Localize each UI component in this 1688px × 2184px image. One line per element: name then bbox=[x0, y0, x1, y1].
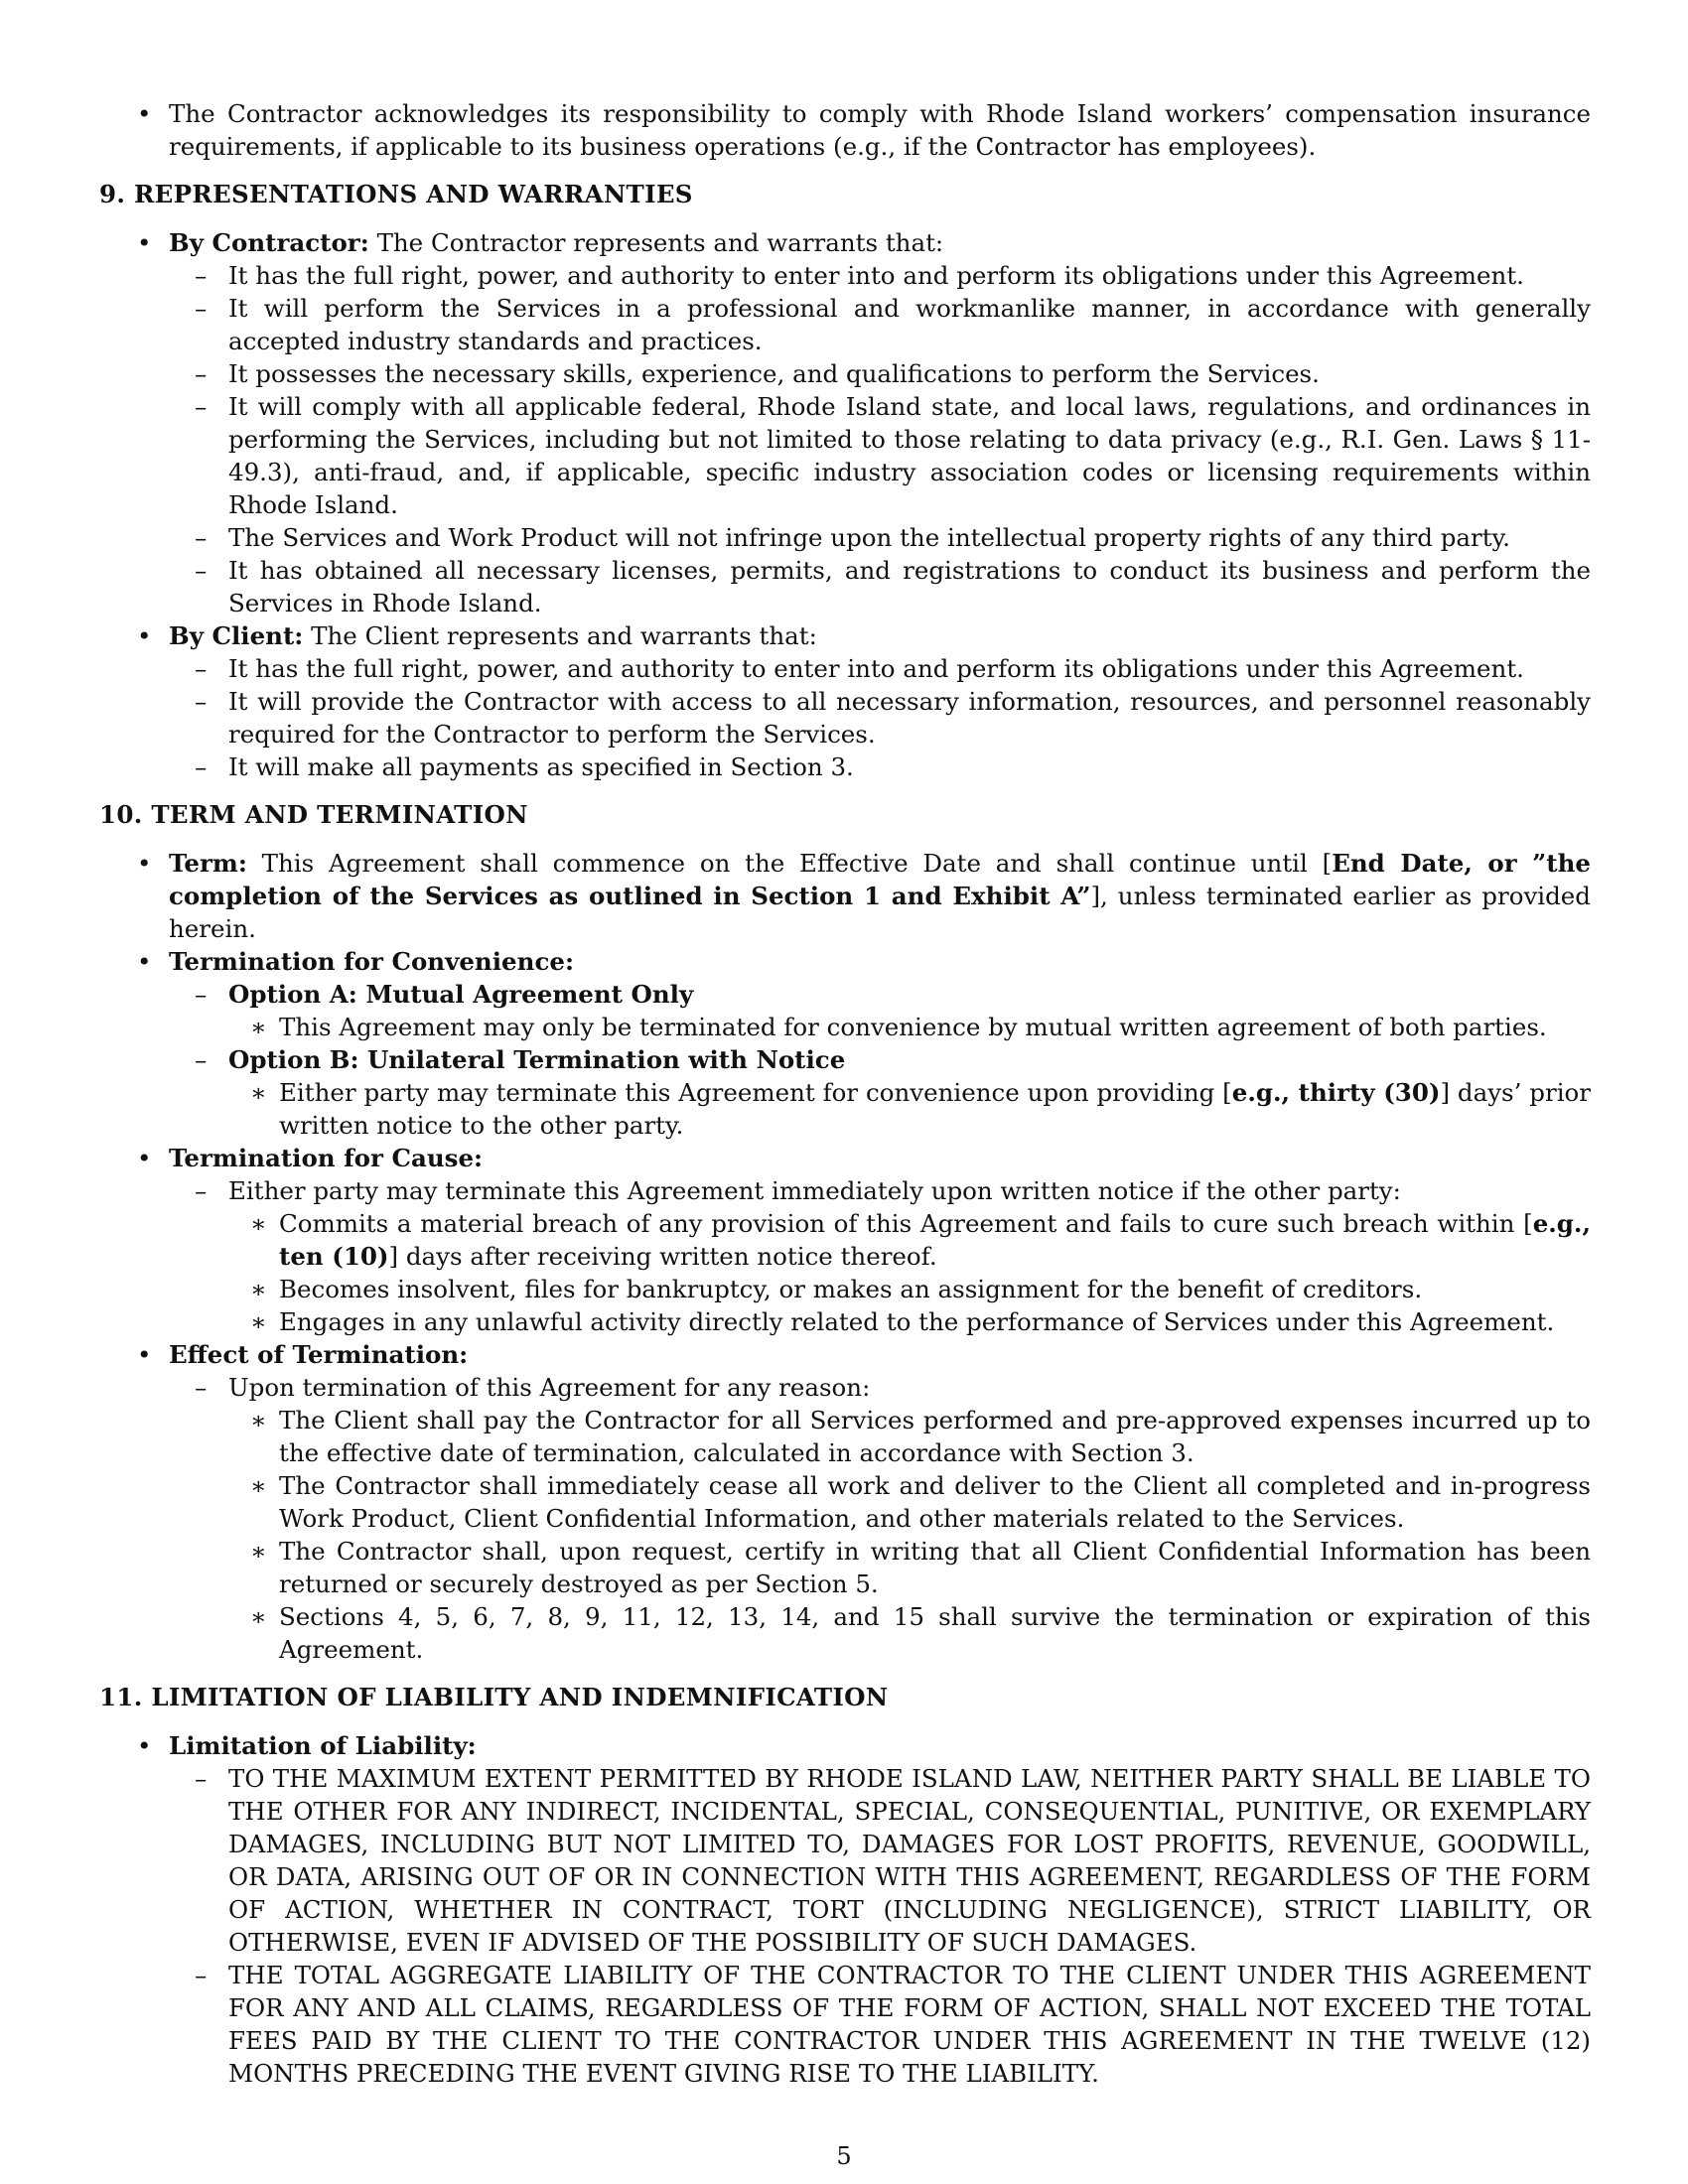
sub-sub-item-text: ] days after receiving written notice thereof. bbox=[388, 1242, 937, 1271]
sub-item-text: Upon termination of this Agreement for any reason: bbox=[228, 1373, 871, 1402]
sub-sub-item-text: Sections 4, 5, 6, 7, 8, 9, 11, 12, 13, 14, and 15 shall survive the termination or expiration of this Agreement. bbox=[279, 1602, 1591, 1664]
sub-list-item bbox=[99, 652, 1591, 685]
list-item bbox=[99, 97, 1591, 163]
sub-list-item bbox=[99, 292, 1591, 357]
star-marker: ∗ bbox=[250, 1078, 267, 1107]
item-text: The Contractor represents and warrants that: bbox=[376, 228, 944, 257]
sub-list-item bbox=[99, 357, 1591, 390]
sub-item-text: It possesses the necessary skills, experience, and qualifications to perform the Services. bbox=[228, 359, 1320, 388]
bullet-marker: • bbox=[137, 228, 152, 257]
dash-marker: – bbox=[195, 556, 208, 585]
sub-item-text: It will comply with all applicable federal, Rhode Island state, and local laws, regulations, and ordinances in performing the Services, including but not limited to those relating to data privacy (e.g., R.I. Gen. Laws § 11-49.3), anti-fraud, and, if applicable, specific industry association codes or licensing requirements within Rhode Island. bbox=[228, 392, 1591, 519]
sub-list-item bbox=[99, 751, 1591, 783]
section-heading-9: 9. REPRESENTATIONS AND WARRANTIES bbox=[99, 180, 693, 208]
sub-item-text: It has the full right, power, and authority to enter into and perform its obligations under this Agreement. bbox=[228, 261, 1524, 290]
dash-marker: – bbox=[195, 980, 208, 1009]
sub-sub-list-item bbox=[99, 1207, 1591, 1273]
item-text: The Client represents and warrants that: bbox=[311, 621, 817, 650]
dash-marker: – bbox=[195, 523, 208, 552]
star-marker: ∗ bbox=[250, 1013, 267, 1041]
sub-item-text: Either party may terminate this Agreement immediately upon written notice if the other party: bbox=[228, 1176, 1401, 1205]
list-item-limitation-of-liability bbox=[99, 1729, 1591, 1762]
sub-list-item bbox=[99, 1959, 1591, 2090]
list-item-termination-cause bbox=[99, 1142, 1591, 1174]
list-item-by-client bbox=[99, 619, 1591, 652]
sub-list-item bbox=[99, 685, 1591, 751]
page-number: 5 bbox=[836, 2142, 852, 2170]
sub-sub-list-item bbox=[99, 1469, 1591, 1535]
item-label: By Contractor: bbox=[169, 228, 369, 257]
sub-item-text: The Services and Work Product will not infringe upon the intellectual property rights of any third party. bbox=[228, 523, 1510, 552]
option-label: Option A: Mutual Agreement Only bbox=[228, 980, 694, 1009]
sub-list-item bbox=[99, 521, 1591, 554]
sub-item-text: THE TOTAL AGGREGATE LIABILITY OF THE CONTRACTOR TO THE CLIENT UNDER THIS AGREEMENT FOR ANY AND ALL CLAIMS, REGARDLESS OF THE FORM OF ACTION, SHALL NOT EXCEED THE TOTAL FEES PAID BY THE CLIENT TO THE CONTRACTOR UNDER THIS AGREEMENT IN THE TWELVE (12) MONTHS PRECEDING THE EVENT GIVING RISE TO THE LIABILITY. bbox=[228, 1961, 1591, 2088]
star-marker: ∗ bbox=[250, 1602, 267, 1631]
sub-item-text: It will perform the Services in a professional and workmanlike manner, in accordance with generally accepted industry standards and practices. bbox=[228, 294, 1591, 355]
dash-marker: – bbox=[195, 1176, 208, 1205]
sub-sub-item-text: The Contractor shall immediately cease all work and deliver to the Client all completed and in-progress Work Product, Client Confidential Information, and other materials related to the Services. bbox=[279, 1471, 1591, 1533]
bullet-marker: • bbox=[137, 1144, 152, 1172]
item-label: Termination for Convenience: bbox=[169, 947, 575, 976]
dash-marker: – bbox=[195, 359, 208, 388]
dash-marker: – bbox=[195, 1764, 208, 1793]
sub-sub-list-item bbox=[99, 1535, 1591, 1600]
bullet-marker: • bbox=[137, 621, 152, 650]
item-text: This Agreement shall commence on the Effective Date and shall continue until [ bbox=[261, 849, 1333, 878]
star-marker: ∗ bbox=[250, 1537, 267, 1566]
sub-list-item bbox=[99, 1371, 1591, 1404]
item-label: Effect of Termination: bbox=[169, 1340, 469, 1369]
item-label: By Client: bbox=[169, 621, 304, 650]
sub-list-item bbox=[99, 1762, 1591, 1959]
sub-item-text: It has obtained all necessary licenses, permits, and registrations to conduct its business and perform the Services in Rhode Island. bbox=[228, 556, 1591, 617]
sub-sub-list-item bbox=[99, 1305, 1591, 1338]
option-label: Option B: Unilateral Termination with Notice bbox=[228, 1045, 846, 1074]
bullet-marker: • bbox=[137, 99, 152, 128]
dash-marker: – bbox=[195, 261, 208, 290]
dash-marker: – bbox=[195, 1961, 208, 1989]
placeholder-text: e.g., thirty (30) bbox=[1231, 1078, 1441, 1107]
sub-item-text: It has the full right, power, and authority to enter into and perform its obligations under this Agreement. bbox=[228, 654, 1524, 683]
dash-marker: – bbox=[195, 752, 208, 781]
list-item-text: The Contractor acknowledges its responsibility to comply with Rhode Island workers’ compensation insurance requirements, if applicable to its business operations (e.g., if the Contractor has employees). bbox=[169, 99, 1591, 161]
sub-list-item bbox=[99, 1174, 1591, 1207]
list-item-term bbox=[99, 847, 1591, 945]
dash-marker: – bbox=[195, 687, 208, 716]
item-label: Term: bbox=[169, 849, 247, 878]
sub-sub-list-item bbox=[99, 1273, 1591, 1305]
item-label: Termination for Cause: bbox=[169, 1144, 484, 1172]
sub-sub-list-item bbox=[99, 1076, 1591, 1142]
star-marker: ∗ bbox=[250, 1471, 267, 1500]
item-text: ], unless terminated earlier as provided herein. bbox=[169, 882, 1591, 943]
sub-list-item-option-a bbox=[99, 978, 1591, 1011]
sub-sub-item-text: Engages in any unlawful activity directly related to the performance of Services under this Agreement. bbox=[279, 1307, 1555, 1336]
sub-list-item bbox=[99, 554, 1591, 619]
sub-item-text: TO THE MAXIMUM EXTENT PERMITTED BY RHODE ISLAND LAW, NEITHER PARTY SHALL BE LIABLE TO THE OTHER FOR ANY INDIRECT, INCIDENTAL, SPECIAL, CONSEQUENTIAL, PUNITIVE, OR EXEMPLARY DAMAGES, INCLUDING BUT NOT LIMITED TO, DAMAGES FOR LOST PROFITS, REVENUE, GOODWILL, OR DATA, ARISING OUT OF OR IN CONNECTION WITH THIS AGREEMENT, REGARDLESS OF THE FORM OF ACTION, WHETHER IN CONTRACT, TORT (INCLUDING NEGLIGENCE), STRICT LIABILITY, OR OTHERWISE, EVEN IF ADVISED OF THE POSSIBILITY OF SUCH DAMAGES. bbox=[228, 1764, 1591, 1957]
dash-marker: – bbox=[195, 1045, 208, 1074]
sub-sub-item-text: ] days’ prior written notice to the other party. bbox=[279, 1078, 1592, 1140]
sub-sub-list-item bbox=[99, 1011, 1591, 1043]
sub-list-item-option-b bbox=[99, 1043, 1591, 1076]
dash-marker: – bbox=[195, 654, 208, 683]
sub-sub-item-text: Becomes insolvent, files for bankruptcy, or makes an assignment for the benefit of creditors. bbox=[279, 1275, 1423, 1303]
sub-sub-item-text: Commits a material breach of any provision of this Agreement and fails to cure such breach within [ bbox=[279, 1209, 1533, 1238]
sub-sub-list-item bbox=[99, 1600, 1591, 1666]
sub-sub-item-text: The Client shall pay the Contractor for all Services performed and pre-approved expenses incurred up to the effective date of termination, calculated in accordance with Section 3. bbox=[279, 1406, 1591, 1467]
list-item-by-contractor bbox=[99, 226, 1591, 259]
sub-sub-list-item bbox=[99, 1404, 1591, 1469]
list-item-termination-convenience bbox=[99, 945, 1591, 978]
sub-sub-item-text: The Contractor shall, upon request, certify in writing that all Client Confidential Information has been returned or securely destroyed as per Section 5. bbox=[279, 1537, 1591, 1598]
document-body bbox=[99, 97, 1591, 2090]
bullet-marker: • bbox=[137, 1340, 152, 1369]
item-label: Limitation of Liability: bbox=[169, 1731, 477, 1760]
star-marker: ∗ bbox=[250, 1307, 267, 1336]
sub-sub-item-text: Either party may terminate this Agreement for convenience upon providing [ bbox=[279, 1078, 1232, 1107]
placeholder-text: e.g., ten (10) bbox=[279, 1209, 1591, 1271]
section-heading-11: 11. LIMITATION OF LIABILITY AND INDEMNIFICATION bbox=[99, 1683, 889, 1711]
star-marker: ∗ bbox=[250, 1275, 267, 1303]
dash-marker: – bbox=[195, 1373, 208, 1402]
sub-list-item bbox=[99, 259, 1591, 292]
star-marker: ∗ bbox=[250, 1209, 267, 1238]
sub-item-text: It will make all payments as specified in Section 3. bbox=[228, 752, 854, 781]
bullet-marker: • bbox=[137, 1731, 152, 1760]
sub-item-text: It will provide the Contractor with access to all necessary information, resources, and personnel reasonably required for the Contractor to perform the Services. bbox=[228, 687, 1591, 749]
sub-list-item bbox=[99, 390, 1591, 521]
bullet-marker: • bbox=[137, 947, 152, 976]
list-item-effect-of-termination bbox=[99, 1338, 1591, 1371]
section-heading-10: 10. TERM AND TERMINATION bbox=[99, 800, 528, 829]
dash-marker: – bbox=[195, 392, 208, 421]
bullet-marker: • bbox=[137, 849, 152, 878]
dash-marker: – bbox=[195, 294, 208, 323]
star-marker: ∗ bbox=[250, 1406, 267, 1434]
sub-sub-item-text: This Agreement may only be terminated for convenience by mutual written agreement of both parties. bbox=[279, 1013, 1547, 1041]
placeholder-text: End Date, or ”the completion of the Services as outlined in Section 1 and Exhibit A” bbox=[169, 849, 1591, 910]
